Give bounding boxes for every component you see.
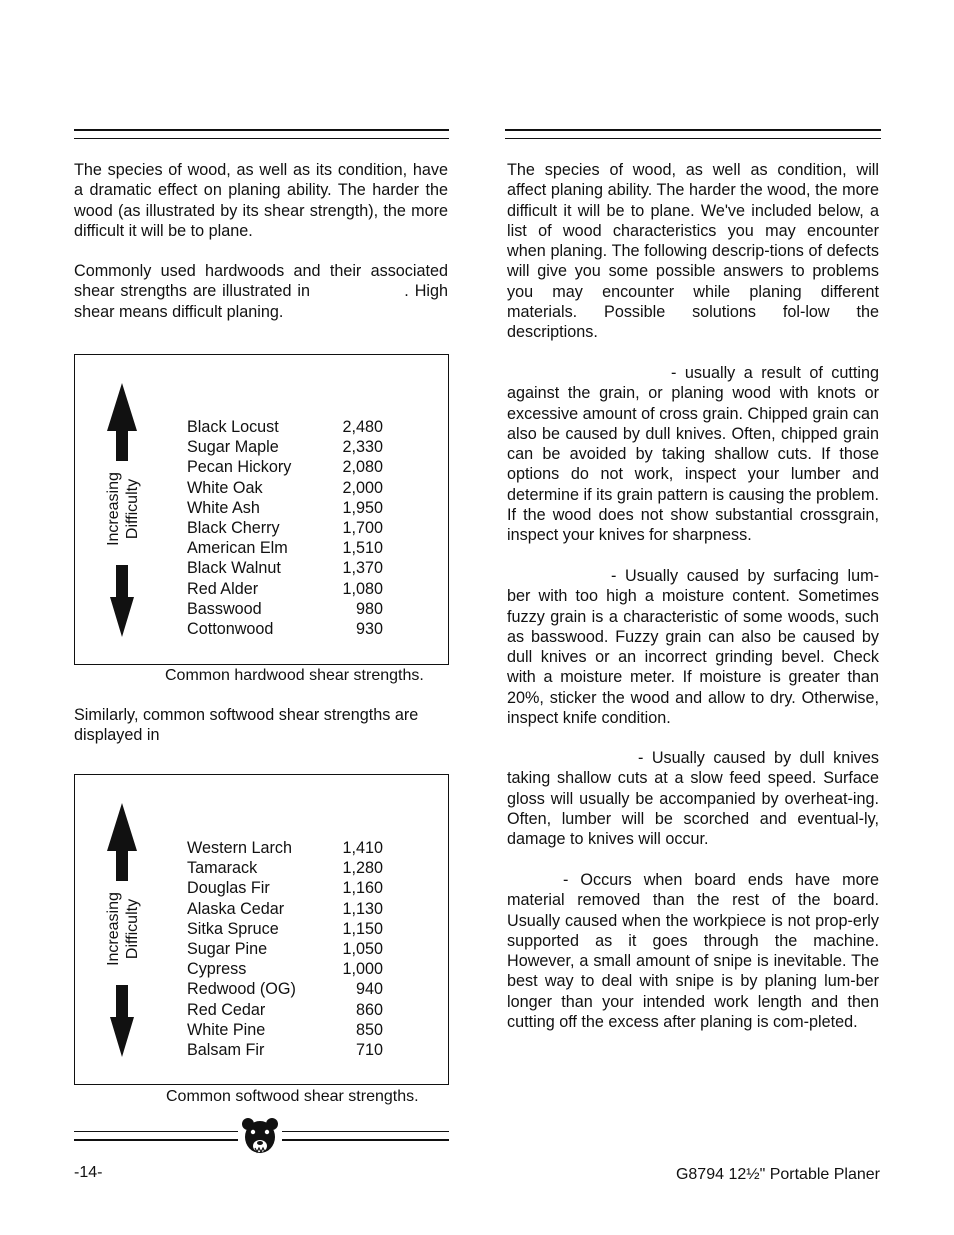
shear-strength-value: 940	[355, 980, 383, 999]
wood-species-name: Black Walnut	[187, 559, 281, 578]
table-row	[187, 558, 383, 578]
left-section-rule-top	[74, 129, 449, 131]
shear-strength-value: 710	[355, 1040, 383, 1059]
table-row	[187, 538, 383, 558]
table-row	[187, 979, 383, 999]
shear-strength-value: 930	[355, 619, 383, 638]
wood-species-name: Sitka Spruce	[187, 919, 279, 938]
table-row	[187, 498, 383, 518]
wood-species-name: Balsam Fir	[187, 1040, 265, 1059]
shear-strength-value: 2,480	[342, 418, 383, 436]
table-row	[187, 959, 383, 979]
table-row	[187, 599, 383, 619]
shear-strength-value: 1,150	[342, 919, 383, 938]
wood-species-name: Sugar Maple	[187, 438, 279, 457]
table-row	[187, 457, 383, 477]
shear-strength-value: 1,700	[342, 518, 383, 537]
left-paragraph-1: The species of wood, as well as its condition, have a dramatic effect on planing ability. The harder the wood (as illustrated by its shear strength), the more difficult it will be to plane.	[74, 161, 448, 240]
wood-species-name: White Pine	[187, 1020, 266, 1039]
wood-species-name: Cottonwood	[187, 619, 274, 638]
bear-logo-icon	[241, 1117, 279, 1157]
table-row	[187, 1040, 383, 1060]
wood-species-name: Alaska Cedar	[187, 899, 285, 918]
wood-species-name: Sugar Pine	[187, 939, 268, 958]
shear-strength-value: 850	[355, 1020, 383, 1039]
table-row	[187, 939, 383, 959]
wood-species-name: White Oak	[187, 478, 263, 497]
table-row	[187, 518, 383, 538]
table-row	[187, 1000, 383, 1020]
table-row	[187, 858, 383, 878]
right-intro-paragraph: The species of wood, as well as condition, will affect planing ability. The harder the wood, the more difficult it will be to plane. We've included below, a list of wood characteristics you may encounter when planing. The following descrip-tions of defects will give you some possible answers to problems you may encounter while planing different materials. Possible solutions fol-low the descriptions.	[507, 161, 879, 342]
shear-strength-value: 1,160	[342, 879, 383, 898]
shear-strength-value: 1,130	[342, 899, 383, 918]
wood-species-name: White Ash	[187, 498, 260, 517]
page-number: -14-	[74, 1164, 103, 1181]
softwood-difficulty-label: Increasing Difficulty	[105, 892, 141, 966]
glossy-surface-paragraph: - Usually caused by dull knives taking shallow cuts at a slow feed speed. Surface gloss will usually be accompanied by overheat-ing. Often, lumber will be scorched and eventual-ly, damage to knives will occur.	[507, 749, 879, 849]
footer-rule-left-bottom	[74, 1139, 238, 1141]
table-row	[187, 437, 383, 457]
wood-species-name: Black Locust	[187, 418, 279, 436]
table-row	[187, 478, 383, 498]
shear-strength-value: 1,950	[342, 498, 383, 517]
table-row	[187, 579, 383, 599]
wood-species-name: Red Cedar	[187, 1000, 266, 1019]
hardwood-shear-table	[187, 417, 383, 639]
right-section-rule-top	[505, 129, 881, 131]
wood-species-name: Tamarack	[187, 859, 258, 878]
wood-species-name: Redwood (OG)	[187, 980, 296, 999]
wood-species-name: Pecan Hickory	[187, 458, 292, 477]
shear-strength-value: 980	[355, 599, 383, 618]
wood-species-name: Douglas Fir	[187, 879, 270, 898]
wood-species-name: Western Larch	[187, 839, 292, 857]
wood-species-name: Cypress	[187, 960, 247, 979]
table-row	[187, 619, 383, 639]
shear-strength-value: 2,330	[342, 438, 383, 457]
wood-species-name: Red Alder	[187, 579, 259, 598]
chipped-grain-paragraph: - usually a result of cutting against the grain, or planing wood with knots or excessive amount of cross grain. Chipped grain can also be caused by dull knives. Often, chipped grain can be avoided by taking shallow cuts. If those options do not work, inspect your lumber and determine if its grain pattern is causing the problem. If the wood does not show substantial crossgrain, inspect your knives for sharpness.	[507, 364, 879, 545]
table-row	[187, 919, 383, 939]
snipe-paragraph: - Occurs when board ends have more material removed than the rest of the board. Usually caused when the workpiece is not prop-erly supported as it goes through the machine. However, a small amount of snipe is inevitable. The best way to deal with snipe is by planing lum-ber longer than your intended work length and then cutting off the excess after planing is com-pleted.	[507, 871, 879, 1032]
shear-strength-value: 1,410	[342, 839, 383, 857]
wood-species-name: Basswood	[187, 599, 262, 618]
table-row	[187, 899, 383, 919]
footer-rule-right-bottom	[282, 1139, 449, 1141]
shear-strength-value: 1,370	[342, 559, 383, 578]
left-paragraph-3: Similarly, common softwood shear strengths are displayed in	[74, 706, 419, 745]
left-section-rule-bottom	[74, 138, 449, 139]
wood-species-name: Black Cherry	[187, 518, 280, 537]
table-row	[187, 1020, 383, 1040]
hardwood-figure-caption: Common hardwood shear strengths.	[165, 667, 424, 684]
footer-rule-right-top	[282, 1131, 449, 1132]
right-section-rule-bottom	[505, 138, 881, 139]
shear-strength-value: 1,510	[342, 539, 383, 558]
table-row	[187, 417, 383, 437]
footer-rule-left-top	[74, 1131, 238, 1132]
wood-species-name: American Elm	[187, 539, 288, 558]
shear-strength-value: 1,080	[342, 579, 383, 598]
table-row	[187, 878, 383, 898]
fuzzy-grain-paragraph: - Usually caused by surfacing lum-ber with too high a moisture content. Sometimes fuzzy grain is a characteristic of some woods, such as basswood. Fuzzy grain can also be caused by dull knives or an incorrect grinding bevel. Check with a moisture meter. If moisture is greater than 20%, sticker the wood and allow to dry. Otherwise, inspect knife condition.	[507, 567, 879, 728]
softwood-figure-caption: Common softwood shear strengths.	[166, 1088, 419, 1105]
left-paragraph-2: Commonly used hardwoods and their associated shear strengths are illustrated in . High shear means difficult planing.	[74, 262, 453, 321]
shear-strength-value: 860	[355, 1000, 383, 1019]
shear-strength-value: 2,080	[342, 458, 383, 477]
model-name: G8794 12½" Portable Planer	[675, 1166, 880, 1183]
hardwood-difficulty-label: Increasing Difficulty	[105, 472, 141, 546]
shear-strength-value: 1,050	[342, 939, 383, 958]
table-row	[187, 838, 383, 858]
shear-strength-value: 2,000	[342, 478, 383, 497]
shear-strength-value: 1,280	[342, 859, 383, 878]
shear-strength-value: 1,000	[342, 960, 383, 979]
softwood-shear-table	[187, 838, 383, 1060]
